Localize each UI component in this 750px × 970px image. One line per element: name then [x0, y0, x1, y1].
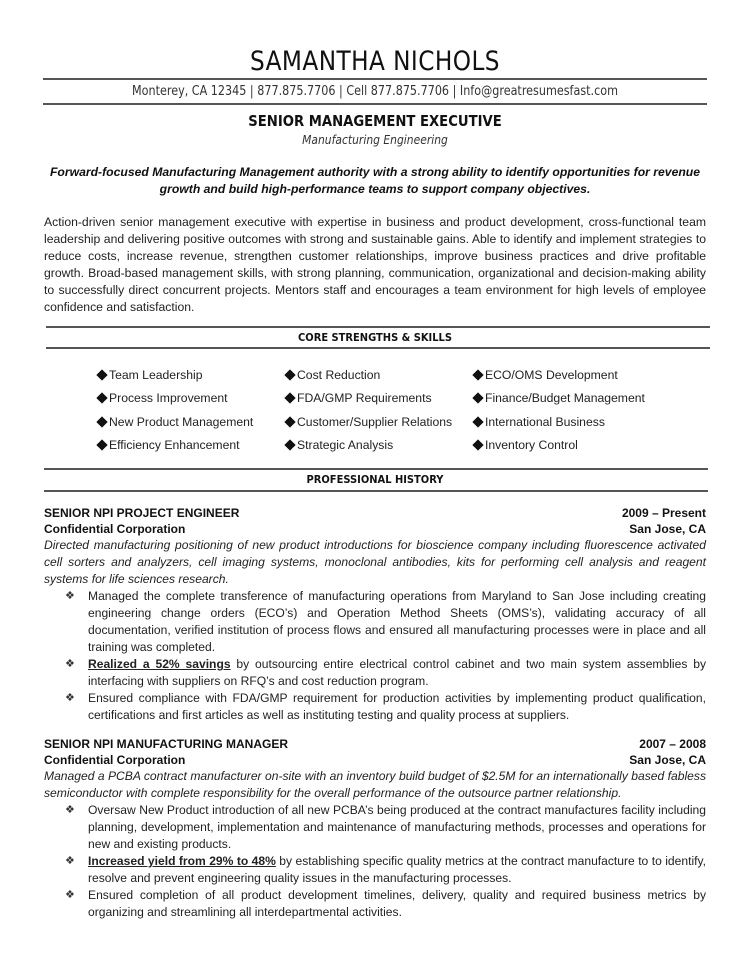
skills-section-title: CORE STRENGTHS & SKILLS	[298, 331, 452, 344]
history-rule-bottom	[44, 490, 708, 492]
skill-label: Finance/Budget Management	[485, 391, 645, 406]
history-section-title: PROFESSIONAL HISTORY	[306, 473, 444, 486]
job-company-row	[44, 752, 706, 768]
skill-label: Efficiency Enhancement	[109, 438, 240, 453]
skills-grid	[96, 366, 696, 454]
job-description: Directed manufacturing positioning of new product introductions for bioscience company including fluorescence activated cell sorters and analyzers, cell imaging systems, monoclonal antibodies, kits for performing cell analysis and reagent systems for life sciences research.	[44, 538, 706, 586]
achievement-text: Oversaw New Product introduction of all new PCBA’s being produced at the contract manufactures facility including planning, development, implementation and maintenance of manufacturing methods, processes and operations for new and existing products.	[88, 803, 706, 851]
company-name: Confidential Corporation	[44, 753, 186, 767]
skill-label: Customer/Supplier Relations	[297, 414, 453, 429]
achievement-highlight: Increased yield from 29% to 48%	[88, 854, 276, 868]
achievement-text: by establishing specific quality metrics at the contract manufacture to to identify, resolve and prevent engineering quality issues in the manufacturing processes.	[88, 854, 707, 885]
achievement-item	[44, 853, 706, 887]
header-rule-bottom	[43, 103, 707, 105]
diamond-bullet-icon	[96, 369, 107, 380]
skill-item	[96, 413, 284, 431]
job-location: San Jose, CA	[629, 522, 706, 536]
four-diamond-bullet-icon: ❖	[65, 658, 75, 670]
diamond-bullet-icon	[284, 393, 295, 404]
diamond-bullet-icon	[96, 393, 107, 404]
four-diamond-bullet-icon: ❖	[65, 889, 75, 901]
skill-item	[284, 413, 472, 431]
skill-item	[284, 390, 472, 408]
skill-item	[472, 437, 692, 455]
achievement-text: Ensured completion of all product development timelines, delivery, quality and required business metrics by organizing and streamlining all interdepartmental activities.	[88, 888, 706, 919]
skill-label: International Business	[485, 414, 605, 429]
header-rule-top	[43, 78, 707, 80]
job-location: San Jose, CA	[629, 753, 706, 767]
achievement-item	[44, 656, 706, 690]
achievement-text: by outsourcing entire electrical control cabinet and two main system assemblies by interfacing with suppliers on RFQ’s and cost reduction program.	[88, 657, 706, 688]
job-title: SENIOR NPI PROJECT ENGINEER	[44, 506, 240, 520]
job-company-row	[44, 521, 706, 537]
skill-item	[284, 437, 472, 455]
summary-paragraph: Action-driven senior management executive with expertise in business and product development, cross-functional team leadership and delivering positive outcomes with strong and sustainable gains. Able to identify and implement strategies to reduce costs, increase revenue, strengthen customer relationships, improve business practices and drive profitable growth. Broad-based management skills, with strong planning, communication, organizational and decision-making ability to successfully direct concurrent projects. Mentors staff and encourages a team environment for high levels of employee confidence and satisfaction.	[44, 215, 706, 314]
skill-item	[472, 413, 692, 431]
job-dates: 2007 – 2008	[639, 737, 706, 751]
achievement-item	[44, 887, 706, 921]
achievement-list	[44, 588, 706, 724]
achievement-item	[44, 588, 706, 656]
job-description: Managed a PCBA contract manufacturer on-site with an inventory build budget of $2.5M for an internationally based fabless semiconductor with complete responsibility for the overall performance of the outsource partner relationship.	[44, 769, 706, 800]
headline: SENIOR MANAGEMENT EXECUTIVE	[248, 112, 502, 130]
skill-label: Inventory Control	[485, 438, 578, 453]
diamond-bullet-icon	[284, 416, 295, 427]
skill-label: Strategic Analysis	[297, 438, 394, 453]
four-diamond-bullet-icon: ❖	[65, 804, 75, 816]
contact-line: Monterey, CA 12345 | 877.875.7706 | Cell 877.875.7706 | Info@greatresumesfast.com	[132, 84, 618, 99]
diamond-bullet-icon	[96, 416, 107, 427]
diamond-bullet-icon	[284, 440, 295, 451]
tagline: Forward-focused Manufacturing Management authority with a strong ability to identify opportunities for revenue growth and build high-performance teams to support company objectives.	[49, 165, 701, 196]
achievement-item	[44, 690, 706, 724]
diamond-bullet-icon	[472, 440, 483, 451]
skill-label: FDA/GMP Requirements	[297, 391, 432, 406]
job-title: SENIOR NPI MANUFACTURING MANAGER	[44, 737, 289, 751]
diamond-bullet-icon	[284, 369, 295, 380]
history-rule-top	[44, 468, 708, 470]
achievement-text: Ensured compliance with FDA/GMP requirement for production activities by implementing product qualification, certifications and first articles as well as instituting testing and quality process at suppliers.	[88, 691, 706, 722]
job-title-row	[44, 736, 706, 752]
subheadline: Manufacturing Engineering	[302, 132, 448, 147]
job-entry	[44, 505, 706, 724]
four-diamond-bullet-icon: ❖	[65, 590, 75, 602]
four-diamond-bullet-icon: ❖	[65, 855, 75, 867]
skills-rule-bottom	[46, 347, 710, 349]
achievement-list	[44, 802, 706, 921]
diamond-bullet-icon	[472, 416, 483, 427]
skill-label: New Product Management	[109, 414, 254, 429]
skill-item	[284, 366, 472, 384]
skill-label: Cost Reduction	[297, 367, 381, 382]
diamond-bullet-icon	[472, 393, 483, 404]
job-title-row	[44, 505, 706, 521]
achievement-item	[44, 802, 706, 853]
skill-label: Team Leadership	[109, 367, 203, 382]
achievement-text: Managed the complete transference of manufacturing operations from Maryland to San Jose including creating engineering change orders (ECO’s) and Operation Method Sheets (OMS’s), validating accuracy of all documentation, verified institution of process flows and ensured all manufacturing processes were in place and all training was completed.	[88, 589, 706, 654]
diamond-bullet-icon	[472, 369, 483, 380]
skills-rule-top	[46, 326, 710, 328]
candidate-name: SAMANTHA NICHOLS	[250, 46, 500, 77]
skill-item	[96, 366, 284, 384]
achievement-highlight: Realized a 52% savings	[88, 657, 231, 671]
skill-item	[96, 390, 284, 408]
skill-item	[472, 366, 692, 384]
job-dates: 2009 – Present	[621, 506, 706, 520]
skill-label: ECO/OMS Development	[485, 367, 618, 382]
job-entry	[44, 736, 706, 921]
diamond-bullet-icon	[96, 440, 107, 451]
skill-label: Process Improvement	[109, 391, 228, 406]
company-name: Confidential Corporation	[44, 522, 186, 536]
skill-item	[472, 390, 692, 408]
four-diamond-bullet-icon: ❖	[65, 692, 75, 704]
skill-item	[96, 437, 284, 455]
